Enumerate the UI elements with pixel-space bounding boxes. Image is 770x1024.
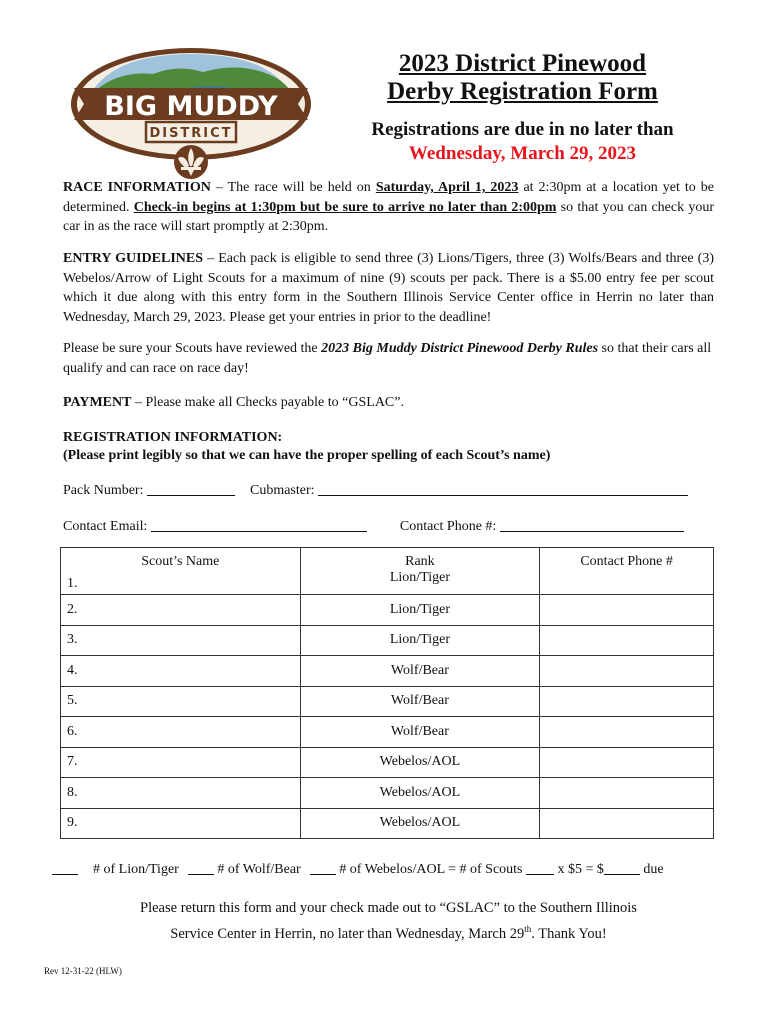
contact-row	[63, 518, 684, 536]
scout-name-cell[interactable]	[61, 625, 301, 656]
race-info-text-2: at 2:30pm at a location yet to be determined.	[63, 180, 714, 215]
row-number: 9.	[67, 815, 78, 831]
row-number: 6.	[67, 723, 78, 739]
rank-cell	[300, 625, 540, 656]
rank-value: Webelos/AOL	[379, 815, 461, 831]
contact-phone-cell[interactable]	[540, 747, 714, 778]
entry-guidelines	[63, 249, 714, 327]
row-number: 4.	[67, 662, 78, 678]
table-row	[61, 686, 714, 717]
rules-notice	[63, 339, 714, 378]
rank-cell	[300, 778, 540, 809]
table-row	[61, 548, 714, 595]
checkin-notice: Check-in begins at 1:30pm but be sure to arrive no later than 2:00pm	[133, 199, 557, 215]
contact-email-field[interactable]	[151, 518, 367, 532]
header-rank: Rank	[405, 554, 435, 569]
cubmaster-label: Cubmaster:	[249, 483, 315, 498]
table-row	[61, 595, 714, 626]
registration-heading	[63, 429, 714, 465]
lion-count-label: # of Lion/Tiger	[93, 862, 179, 877]
fleur-de-lis-icon	[174, 145, 208, 179]
payment-label: PAYMENT	[63, 395, 132, 410]
title-line2: Derby Registration Form	[387, 78, 658, 105]
rank-value: Wolf/Bear	[390, 693, 449, 709]
pack-number-field[interactable]	[147, 482, 235, 496]
wolf-count-label: # of Wolf/Bear	[217, 862, 301, 877]
table-row	[61, 625, 714, 656]
closing-line2	[63, 919, 714, 945]
due-notice	[340, 118, 705, 166]
closing-line2-text: Service Center in Herrin, no later than Wednesday, March 29	[170, 925, 525, 942]
table-row	[61, 747, 714, 778]
contact-phone-label: Contact Phone #:	[399, 519, 497, 534]
big-muddy-district-logo	[68, 44, 314, 180]
rank-value: Wolf/Bear	[390, 723, 449, 739]
rank-cell	[300, 595, 540, 626]
rank-cell	[300, 747, 540, 778]
table-row	[61, 656, 714, 687]
pack-number-label: Pack Number:	[63, 483, 144, 498]
webelos-count-field[interactable]	[310, 863, 336, 875]
form-title	[340, 50, 705, 106]
race-info-text: – The race will be held on	[210, 180, 376, 195]
scout-name-cell[interactable]	[61, 548, 301, 595]
entry-guidelines-text: – Each pack is eligible to send three (3) Lions/Tigers, three (3) Wolfs/Bears and three (3) Webelos/Arrow of Light Scouts for a maximum of nine (9) scouts per pack. There is a $5.00 entry fee per scout which it due along with this entry form in the Southern Illinois Service Center office in Herrin no later than Wednesday, March 29, 2023. Please get your entries in prior to the deadline!	[63, 251, 714, 325]
contact-phone-field[interactable]	[500, 518, 684, 532]
header-scout-name: Scout’s Name	[141, 554, 220, 569]
header-contact-phone: Contact Phone #	[580, 554, 673, 569]
lion-count-field[interactable]	[52, 863, 78, 875]
revision-note: Rev 12-31-22 (HLW)	[44, 966, 122, 976]
closing-line1: Please return this form and your check made out to “GSLAC” to the Southern Illinois	[140, 900, 637, 916]
table-row	[61, 778, 714, 809]
scout-name-cell[interactable]	[61, 717, 301, 748]
logo-line1: BIG MUDDY	[104, 91, 278, 122]
row-number: 3.	[67, 632, 78, 648]
row-number: 1.	[67, 576, 78, 591]
rules-text-2: so that their cars all qualify and can race on race day!	[63, 341, 712, 376]
rank-cell	[300, 808, 540, 839]
row-number: 2.	[67, 601, 78, 617]
row-number: 8.	[67, 784, 78, 800]
contact-phone-cell[interactable]	[540, 548, 714, 595]
contact-phone-cell[interactable]	[540, 595, 714, 626]
wolf-count-field[interactable]	[188, 863, 214, 875]
race-info-text-3: so that you can check your car in as the race will start promptly at 2:30pm.	[63, 199, 714, 234]
scout-name-cell[interactable]	[61, 656, 301, 687]
contact-phone-cell[interactable]	[540, 717, 714, 748]
registration-subtitle: (Please print legibly so that we can have the proper spelling of each Scout’s name)	[63, 448, 551, 463]
webelos-count-label: # of Webelos/AOL = # of Scouts	[339, 862, 523, 877]
pack-cubmaster-row	[63, 482, 688, 500]
closing-sup: th	[524, 924, 532, 934]
race-date: Saturday, April 1, 2023	[375, 180, 519, 195]
rank-cell	[300, 656, 540, 687]
rank-value: Webelos/AOL	[379, 754, 461, 770]
rank-value: Lion/Tiger	[389, 632, 450, 648]
fee-label: x $5 = $	[557, 862, 604, 877]
rank-value: Wolf/Bear	[390, 662, 449, 678]
fee-total-field[interactable]	[604, 863, 640, 875]
contact-phone-cell[interactable]	[540, 778, 714, 809]
fee-tally	[52, 862, 664, 878]
cubmaster-field[interactable]	[318, 482, 688, 496]
table-row	[61, 808, 714, 839]
contact-phone-cell[interactable]	[540, 808, 714, 839]
due-date: Wednesday, March 29, 2023	[408, 143, 637, 164]
rank-cell	[300, 717, 540, 748]
entry-guidelines-label: ENTRY GUIDELINES	[63, 251, 204, 266]
race-information	[63, 178, 714, 237]
payment-info	[63, 393, 714, 413]
closing-thanks: . Thank You!	[531, 925, 607, 942]
payment-text: – Please make all Checks payable to “GSLAC”.	[131, 395, 404, 410]
due-line1: Registrations are due in no later than	[371, 119, 674, 140]
rank-cell	[300, 548, 540, 595]
rules-text: Please be sure your Scouts have reviewed the	[63, 341, 322, 356]
due-label: due	[643, 862, 664, 877]
rules-title: 2023 Big Muddy District Pinewood Derby Rules	[321, 341, 599, 356]
contact-phone-cell[interactable]	[540, 686, 714, 717]
registration-title: REGISTRATION INFORMATION:	[63, 430, 283, 445]
contact-phone-cell[interactable]	[540, 625, 714, 656]
rank-value: Lion/Tiger	[389, 570, 450, 585]
scout-name-cell[interactable]	[61, 686, 301, 717]
closing-instructions	[63, 898, 714, 945]
scout-total-field[interactable]	[526, 863, 554, 875]
row-number: 5.	[67, 693, 78, 709]
scout-name-cell[interactable]	[61, 747, 301, 778]
logo-line2: DISTRICT	[149, 126, 233, 141]
scout-name-cell[interactable]	[61, 595, 301, 626]
scout-name-cell[interactable]	[61, 808, 301, 839]
contact-phone-cell[interactable]	[540, 656, 714, 687]
table-row	[61, 717, 714, 748]
contact-email-label: Contact Email:	[63, 519, 148, 534]
rank-value: Lion/Tiger	[389, 601, 450, 617]
rank-value: Webelos/AOL	[379, 784, 461, 800]
title-line1: 2023 District Pinewood	[398, 50, 647, 77]
scout-name-cell[interactable]	[61, 778, 301, 809]
rank-cell	[300, 686, 540, 717]
row-number: 7.	[67, 754, 78, 770]
scout-roster-table	[60, 547, 714, 839]
race-info-label: RACE INFORMATION	[63, 180, 211, 195]
